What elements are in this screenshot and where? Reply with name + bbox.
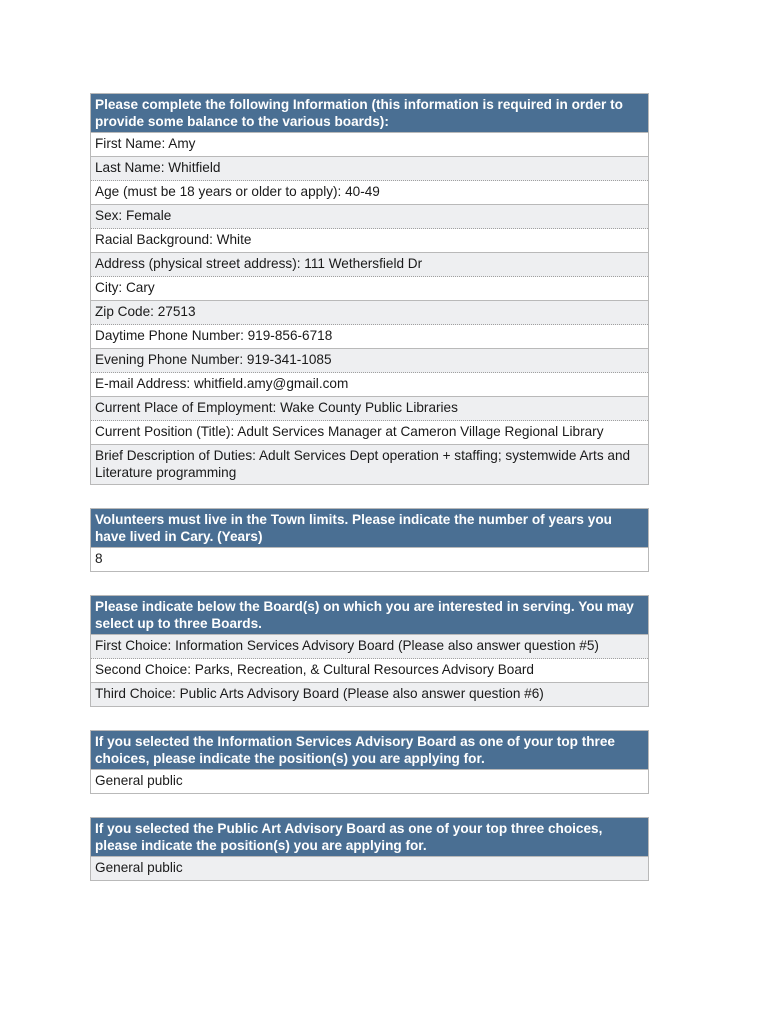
email-field: E-mail Address: whitfield.amy@gmail.com <box>91 373 648 397</box>
first-choice-field: First Choice: Information Services Advisory Board (Please also answer question #5) <box>91 635 648 659</box>
second-choice-field: Second Choice: Parks, Recreation, & Cultural Resources Advisory Board <box>91 659 648 683</box>
racial-background-field: Racial Background: White <box>91 229 648 253</box>
information-services-position-field: General public <box>91 770 648 794</box>
address-field: Address (physical street address): 111 Wethersfield Dr <box>91 253 648 277</box>
last-name-field: Last Name: Whitfield <box>91 157 648 181</box>
board-choices-header: Please indicate below the Board(s) on which you are interested in serving. You may select up to three Boards. <box>91 596 648 635</box>
third-choice-field: Third Choice: Public Arts Advisory Board (Please also answer question #6) <box>91 683 648 707</box>
information-services-position-section <box>90 730 649 794</box>
employment-field: Current Place of Employment: Wake County Public Libraries <box>91 397 648 421</box>
duties-description-field: Brief Description of Duties: Adult Services Dept operation + staffing; systemwide Arts and Literature programming <box>91 445 648 485</box>
sex-field: Sex: Female <box>91 205 648 229</box>
residency-header: Volunteers must live in the Town limits. Please indicate the number of years you have lived in Cary. (Years) <box>91 509 648 548</box>
residency-section <box>90 508 649 572</box>
information-services-position-header: If you selected the Information Services Advisory Board as one of your top three choices, please indicate the position(s) you are applying for. <box>91 731 648 770</box>
personal-information-header: Please complete the following Information (this information is required in order to provide some balance to the various boards): <box>91 94 648 133</box>
public-art-position-field: General public <box>91 857 648 881</box>
evening-phone-field: Evening Phone Number: 919-341-1085 <box>91 349 648 373</box>
public-art-position-section <box>90 817 649 881</box>
first-name-field: First Name: Amy <box>91 133 648 157</box>
zip-code-field: Zip Code: 27513 <box>91 301 648 325</box>
city-field: City: Cary <box>91 277 648 301</box>
board-choices-section <box>90 595 649 707</box>
application-form <box>90 93 649 904</box>
personal-information-section <box>90 93 649 485</box>
public-art-position-header: If you selected the Public Art Advisory Board as one of your top three choices, please indicate the position(s) you are applying for. <box>91 818 648 857</box>
age-field: Age (must be 18 years or older to apply): 40-49 <box>91 181 648 205</box>
years-in-cary-field: 8 <box>91 548 648 572</box>
position-title-field: Current Position (Title): Adult Services Manager at Cameron Village Regional Library <box>91 421 648 445</box>
daytime-phone-field: Daytime Phone Number: 919-856-6718 <box>91 325 648 349</box>
